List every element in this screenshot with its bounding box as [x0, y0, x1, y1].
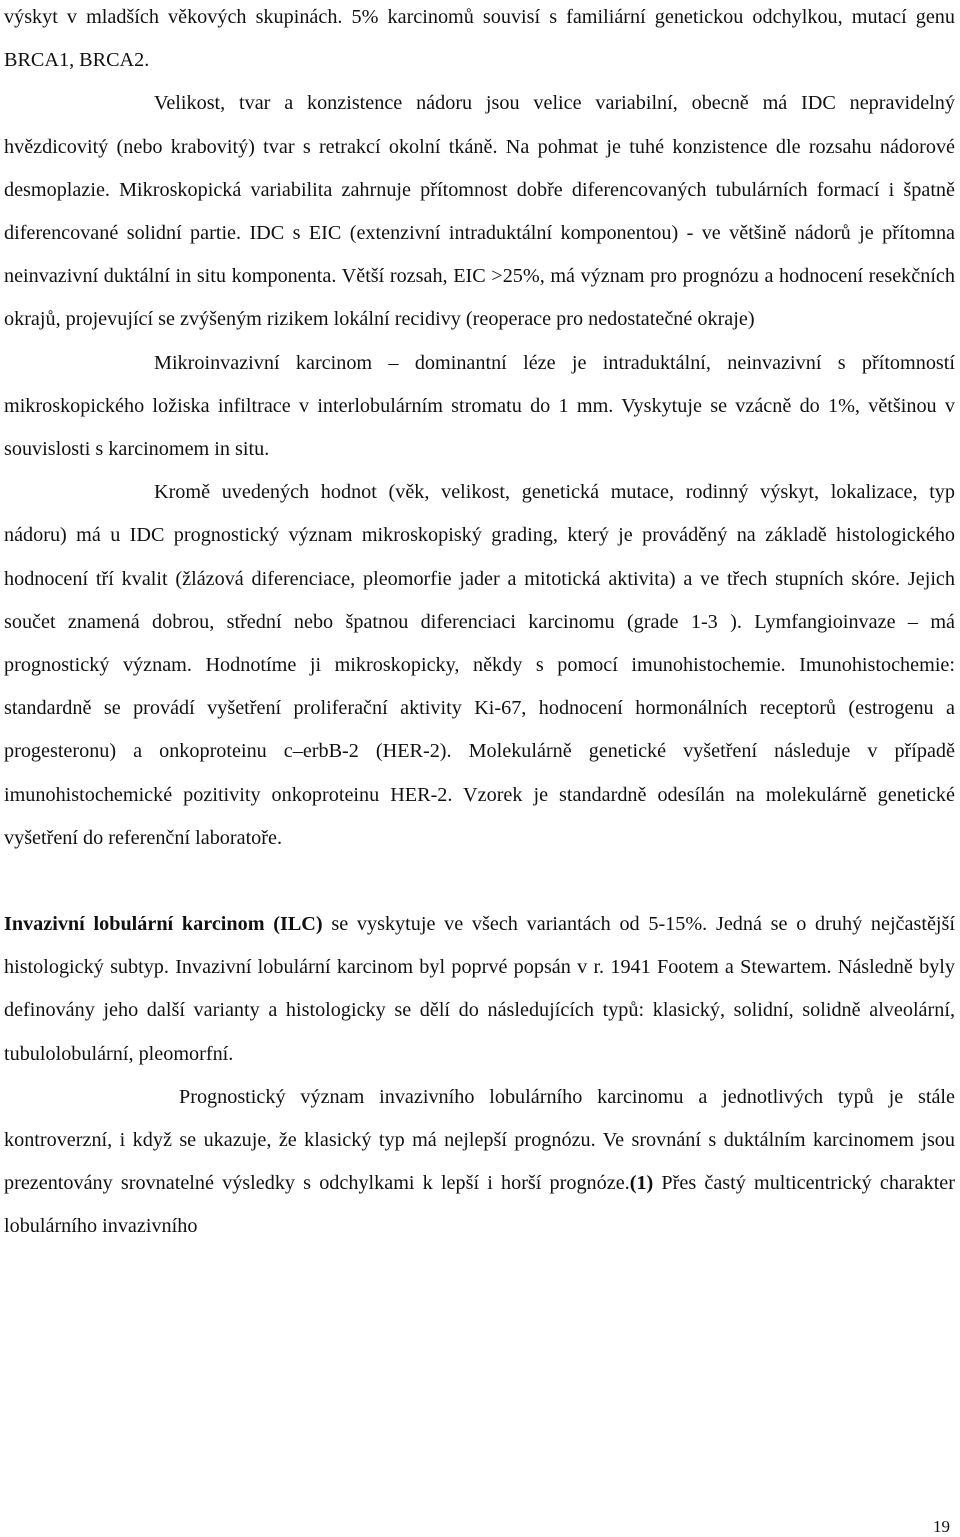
- paragraph-familial-genetics: výskyt v mladších věkových skupinách. 5% karcinomů souvisí s familiární genetickou odchylkou, mutací genu BRCA1, BRCA2.: [4, 6, 955, 72]
- paragraph-tumor-morphology: Velikost, tvar a konzistence nádoru jsou velice variabilní, obecně má IDC nepravidelný hvězdicovitý (nebo krabovitý) tvar s retrakcí okolní tkáně. Na pohmat je tuhé konzistence dle rozsahu nádorové desmoplazie. Mikroskopická variabilita zahrnuje přítomnost dobře diferencovaných tubulárních formací i špatně diferencované solidní partie. IDC s EIC (extenzivní intraduktální komponentou) - ve většině nádorů je přítomna neinvazivní duktální in situ komponenta. Větší rozsah, EIC >25%, má význam pro prognózu a hodnocení resekčních okrajů, projevující se zvýšeným rizikem lokální recidivy (reoperace pro nedostatečné okraje): [4, 92, 955, 331]
- page-number: 19: [933, 1517, 950, 1536]
- prognosis-text-before: Prognostický význam invazivního lobulárního karcinomu a jednotlivých typů je stále kontroverzní, i když se ukazuje, že klasický typ má nejlepší prognózu. Ve srovnání s duktálním karcinomem jsou prezentovány srovnatelné výsledky s odchylkami k lepší i horší prognóze.: [4, 1085, 955, 1195]
- paragraph-ilc-prognosis: [4, 1076, 955, 1249]
- paragraph-prognostic-factors: Kromě uvedených hodnot (věk, velikost, genetická mutace, rodinný výskyt, lokalizace, typ nádoru) má u IDC prognostický význam mikroskopiský grading, který je prováděný na základě histologického hodnocení tří kvalit (žlázová diferenciace, pleomorfie jader a mitotická aktivita) a ve třech stupních skóre. Jejich součet znamená dobrou, střední nebo špatnou diferenciaci karcinomu (grade 1-3 ). Lymfangioinvaze – má prognostický význam. Hodnotíme ji mikroskopicky, někdy s pomocí imunohistochemie. Imunohistochemie: standardně se provádí vyšetření proliferační aktivity Ki-67, hodnocení hormonálních receptorů (estrogenu a progesteronu) a onkoproteinu c–erbB-2 (HER-2). Molekulárně genetické vyšetření následuje v případě imunohistochemické pozitivity onkoproteinu HER-2. Vzorek je standardně odesílán na molekulárně genetické vyšetření do referenční laboratoře.: [4, 481, 955, 849]
- ilc-text: se vyskytuje ve všech variantách od 5-15%. Jedná se o druhý nejčastější histologický subtyp. Invazivní lobulární karcinom byl poprvé popsán v r. 1941 Footem a Stewartem. Následně byly definovány jeho další varianty a histologicky se dělí do následujících typů: klasický, solidní, solidně alveolární, tubulolobulární, pleomorfní.: [4, 913, 955, 1065]
- prognosis-text-after: Přes častý multicentrický charakter lobulárního invazivního: [4, 1172, 955, 1238]
- ilc-heading: Invazivní lobulární karcinom (ILC): [4, 913, 323, 936]
- paragraph-ilc-intro: [4, 903, 955, 1076]
- citation-reference: (1): [629, 1172, 654, 1195]
- document-page: [4, 0, 955, 1249]
- section-gap: [4, 860, 955, 903]
- paragraph-microinvasive-carcinoma: Mikroinvazivní karcinom – dominantní léze je intraduktální, neinvazivní s přítomností mikroskopického ložiska infiltrace v interlobulárním stromatu do 1 mm. Vyskytuje se vzácně do 1%, většinou v souvislosti s karcinomem in situ.: [4, 351, 955, 461]
